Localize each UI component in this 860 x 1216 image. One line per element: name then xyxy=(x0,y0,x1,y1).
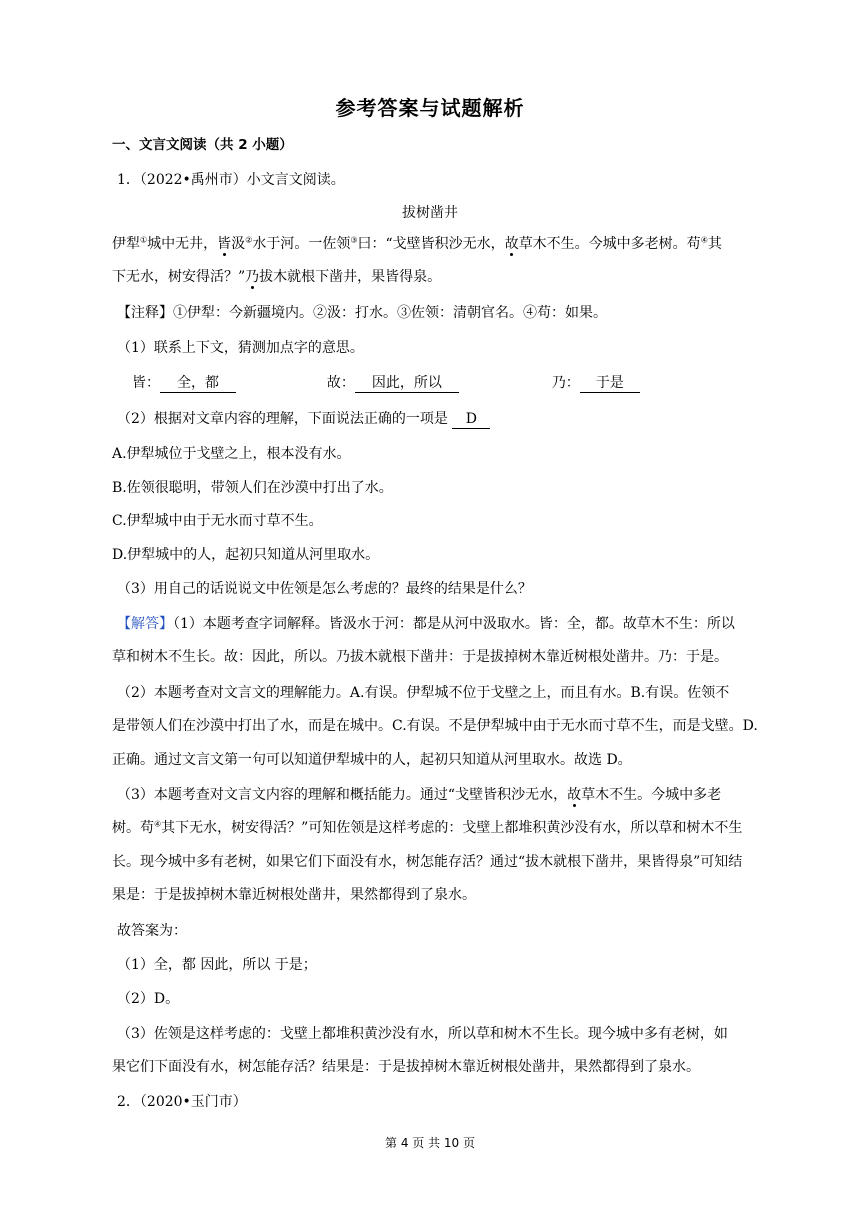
question-1-header: 1．（2022•禹州市）小文言文阅读。 xyxy=(117,172,345,188)
explanation-2-line-3: 正确。通过文言文第一句可以知道伊犁城中的人，起初只知道从河里取水。故选 D。 xyxy=(112,752,632,768)
annotation-note: 【注释】①伊犁：今新疆境内。②汲：打水。③佐领：清朝官名。④苟：如果。 xyxy=(117,305,607,321)
question-2-header: 2．（2020•玉门市） xyxy=(117,1094,247,1110)
option-c: C.伊犁城中由于无水而寸草不生。 xyxy=(112,513,323,529)
answer-blank-gu: 因此，所以 xyxy=(355,374,459,393)
passage-title: 拔树凿井 xyxy=(402,205,458,221)
option-a: A.伊犁城位于戈壁之上，根本没有水。 xyxy=(112,446,351,462)
explanation-3-line-4: 果是：于是拔掉树木靠近树根处凿井，果然都得到了泉水。 xyxy=(112,887,476,903)
explanation-3-line-3: 长。现今城中多有老树，如果它们下面没有水，树怎能存活？通过“拔木就根下凿井，果皆得泉”可知结 xyxy=(112,854,743,870)
dotted-char-jie: 皆 xyxy=(217,236,232,252)
sub-question-2: （2）根据对文章内容的理解，下面说法正确的一项是 D xyxy=(117,409,490,429)
explanation-3-line-1: （3）本题考查对文言文内容的理解和概括能力。通过“戈壁皆积沙无水，故草木不生。今城中多老 xyxy=(117,787,722,803)
explanation-3-line-2: 树。苟④其下无水，树安得活？”可知佐领是这样考虑的：戈壁上都堆积黄沙没有水，所以草和树木不生 xyxy=(112,819,743,836)
answer-3-line-2: 果它们下面没有水，树怎能存活？结果是：于是拔掉树木靠近树根处凿井，果然都得到了泉水。 xyxy=(112,1059,700,1075)
answer-1: （1）全，都 因此，所以 于是； xyxy=(117,957,317,973)
sub-question-1: （1）联系上下文，猜测加点字的意思。 xyxy=(117,340,364,356)
sub-question-3: （3）用自己的话说说文中佐领是怎么考虑的？最终的结果是什么？ xyxy=(117,581,532,597)
answer-label: 故答案为： xyxy=(117,923,187,939)
explanation-1-line-2: 草和树木不生长。故：因此，所以。乃拔木就根下凿井：于是拔掉树木靠近树根处凿井。乃：于是。 xyxy=(112,649,728,665)
fill-in-answers: 皆： 全，都 故： 因此，所以 乃： 于是 xyxy=(132,373,640,393)
answer-blank-nai: 于是 xyxy=(580,374,640,393)
answer-blank-jie: 全，都 xyxy=(160,374,236,393)
explanation-2-line-1: （2）本题考查对文言文的理解能力。A.有误。伊犁城不位于戈壁之上，而且有水。B.有误。佐领不 xyxy=(117,685,730,701)
answer-2: （2）D。 xyxy=(117,991,180,1007)
passage-line-1: 伊犁①城中无井，皆汲②水于河。一佐领③曰：“戈壁皆积沙无水，故草木不生。今城中多老树。苟④其 xyxy=(112,235,722,252)
dotted-char-nai: 乃 xyxy=(245,269,260,285)
page-footer: 第 4 页 共 10 页 xyxy=(385,1136,475,1150)
explanation-1-line-1: 【解答】（1）本题考查字词解释。皆汲水于河：都是从河中汲取水。皆：全，都。故草木不生：所以 xyxy=(117,616,735,632)
answer-3-line-1: （3）佐领是这样考虑的：戈壁上都堆积黄沙没有水，所以草和树木不生长。现今城中多有老树，如 xyxy=(117,1026,728,1042)
answer-blank-choice: D xyxy=(452,410,490,429)
explanation-2-line-2: 是带领人们在沙漠中打出了水，而是在城中。C.有误。不是伊犁城中由于无水而寸草不生，而是戈壁。D. xyxy=(112,718,758,734)
jieda-label: 【解答】 xyxy=(117,616,173,632)
option-b: B.佐领很聪明，带领人们在沙漠中打出了水。 xyxy=(112,480,393,496)
passage-line-2: 下无水，树安得活？”乃拔木就根下凿井，果皆得泉。 xyxy=(112,269,442,285)
dotted-char-gu: 故 xyxy=(504,236,519,252)
page-title: 参考答案与试题解析 xyxy=(335,96,525,120)
option-d: D.伊犁城中的人，起初只知道从河里取水。 xyxy=(112,547,380,563)
section-heading: 一、文言文阅读（共 2 小题） xyxy=(112,137,293,153)
dotted-char-gu-2: 故 xyxy=(567,787,582,803)
